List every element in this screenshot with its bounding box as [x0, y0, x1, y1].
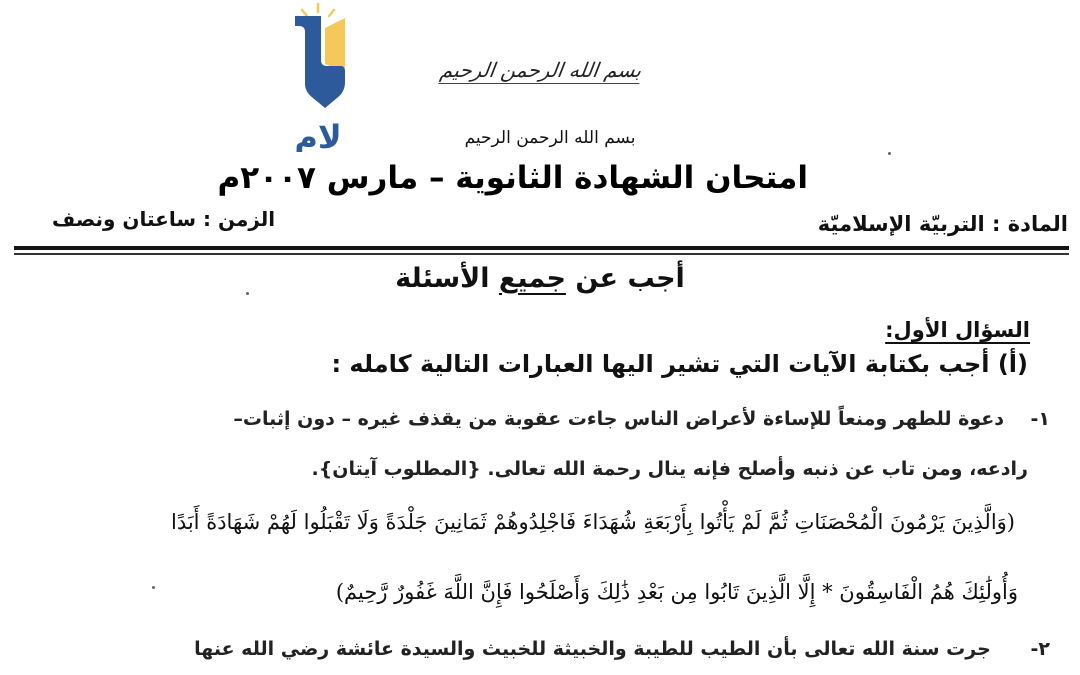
time-line — [52, 207, 275, 231]
basmala-calligraphy: بسم الله الرحمن الرحيم — [438, 58, 643, 82]
instruction-underlined-word: جميع — [498, 263, 566, 294]
lam-logo — [285, 2, 355, 152]
item-2-line-1 — [194, 638, 1050, 660]
item-number: ٢- — [1030, 638, 1050, 660]
basmala-text: بسم الله الرحمن الرحيم — [464, 128, 636, 148]
item-text: جرت سنة الله تعالى بأن الطيب للطيبة والخبيثة للخبيث والسيدة عائشة رضي الله عنها — [194, 638, 991, 660]
logo-mark-icon — [285, 2, 355, 152]
scan-speck — [152, 586, 155, 589]
time-value: ساعتان ونصف — [52, 207, 197, 231]
time-separator: : — [196, 207, 211, 231]
exam-title: امتحان الشهادة الثانوية – مارس ٢٠٠٧م — [217, 160, 808, 196]
scan-speck — [246, 292, 249, 295]
subject-value: التربيّة الإسلاميّة — [817, 212, 985, 236]
instruction-text-after: الأسئلة — [395, 263, 499, 294]
subject-line — [818, 212, 1068, 236]
item-text: دعوة للطهر ومنعاً للإساءة لأعراض الناس جاءت عقوبة من يقذف غيره – دون إثبات– — [233, 408, 1005, 430]
item-1-line-2: رادعه، ومن تاب عن ذنبه وأصلح فإنه ينال رحمة الله تعالى. {المطلوب آيتان}. — [311, 458, 1028, 480]
scan-speck — [888, 152, 891, 155]
svg-text:لام: لام — [294, 118, 342, 152]
time-label: الزمن — [217, 207, 276, 231]
question-1-heading: السؤال الأول: — [885, 318, 1030, 342]
quran-verse-line-2: وَأُولَٰئِكَ هُمُ الْفَاسِقُونَ * إِلَّا الَّذِينَ تَابُوا مِن بَعْدِ ذَٰلِكَ وَأَصْلَحُوا فَإِنَّ اللَّهَ غَفُورٌ رَّحِيمٌ) — [335, 580, 1018, 604]
instruction-heading — [0, 263, 1080, 294]
item-1-line-1 — [233, 408, 1050, 430]
question-1-part-a: (أ) أجب بكتابة الآيات التي تشير اليها العبارات التالية كامله : — [331, 350, 1028, 378]
quran-verse-line-1: (وَالَّذِينَ يَرْمُونَ الْمُحْصَنَاتِ ثُمَّ لَمْ يَأْتُوا بِأَرْبَعَةِ شُهَدَاءَ فَاجْلِدُوهُمْ ثَمَانِينَ جَلْدَةً وَلَا تَقْبَلُوا لَهُمْ شَهَادَةً أَبَدًا — [170, 510, 1015, 534]
subject-separator: : — [984, 212, 1001, 236]
instruction-text-before: أجب عن — [565, 263, 685, 294]
header-divider — [14, 246, 1069, 255]
item-number: ١- — [1030, 408, 1050, 430]
subject-label: المادة — [1007, 212, 1068, 236]
